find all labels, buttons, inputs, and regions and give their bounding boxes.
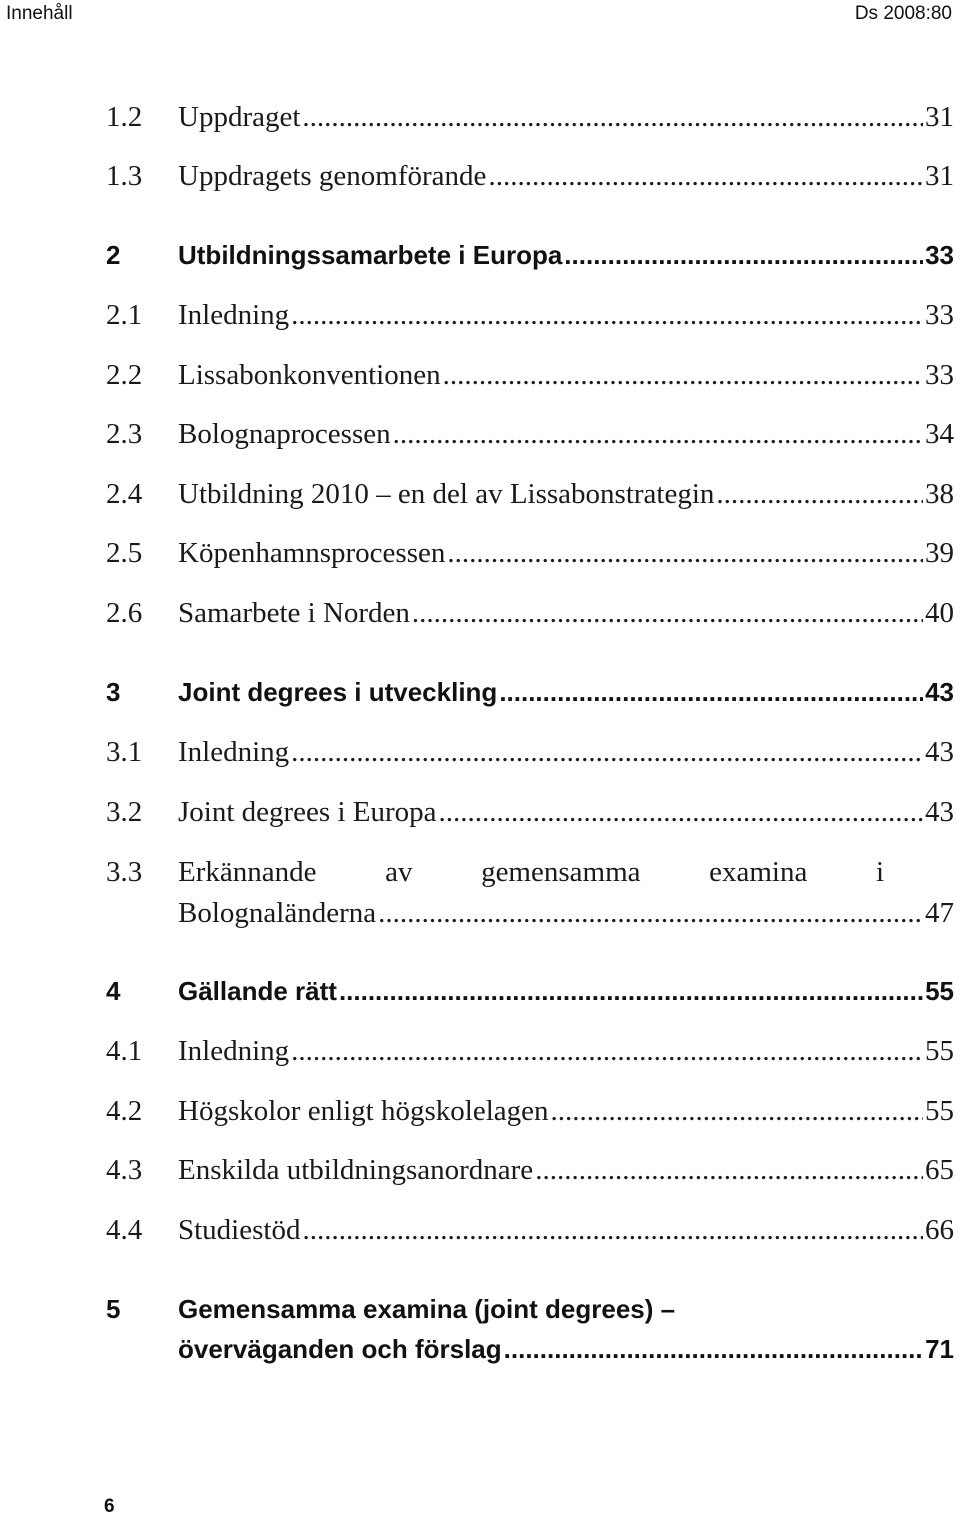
toc-entry-title: Enskilda utbildningsanordnare [178, 1154, 534, 1186]
toc-entry-2-3[interactable] [106, 416, 954, 452]
toc-entry-title: Uppdraget [178, 101, 301, 133]
toc-entry-word: Erkännande [178, 856, 317, 888]
toc-entry-number: 3.3 [106, 856, 143, 888]
toc-entry-2-2[interactable] [106, 357, 954, 393]
toc-leader-dots [439, 794, 923, 830]
toc-entry-page: 39 [925, 537, 954, 569]
toc-entry-3-1[interactable] [106, 734, 954, 770]
toc-leader-dots [488, 158, 923, 194]
toc-leader-dots [551, 1093, 923, 1129]
toc-entry-word: i [875, 856, 884, 888]
toc-entry-number: 2.1 [106, 299, 143, 331]
toc-entry-title: Studiestöd [178, 1214, 301, 1246]
toc-entry-1-3[interactable] [106, 158, 954, 194]
toc-entry-number: 4.2 [106, 1095, 143, 1127]
toc-entry-word: gemensamma [481, 856, 641, 888]
toc-entry-4-4[interactable] [106, 1212, 954, 1248]
toc-leader-dots [564, 237, 923, 273]
toc-chapter-title: överväganden och förslag [178, 1334, 502, 1364]
toc-entry-title: Högskolor enligt högskolelagen [178, 1095, 549, 1127]
toc-entry-4-1[interactable] [106, 1033, 954, 1069]
toc-entry-2-1[interactable] [106, 297, 954, 333]
toc-entry-number: 2.6 [106, 597, 143, 629]
toc-entry-number: 1.3 [106, 160, 143, 192]
toc-leader-dots [291, 734, 923, 770]
toc-entry-page: 66 [925, 1214, 954, 1246]
toc-leader-dots [499, 674, 923, 710]
toc-chapter-3[interactable] [106, 674, 954, 710]
toc-entry-title: Utbildning 2010 – en del av Lissabonstrategin [178, 478, 715, 510]
toc-chapter-page: 71 [925, 1334, 954, 1364]
toc-chapter-4[interactable] [106, 973, 954, 1009]
toc-chapter-number: 3 [106, 677, 121, 707]
running-head [0, 0, 960, 30]
toc-leader-dots [291, 297, 923, 333]
toc-chapter-title: Joint degrees i utveckling [178, 677, 498, 707]
toc-entry-number: 3.2 [106, 796, 143, 828]
toc-entry-title: Samarbete i Norden [178, 597, 410, 629]
toc-entry-number: 4.4 [106, 1214, 143, 1246]
toc-entry-page: 33 [925, 359, 954, 391]
toc-entry-page: 34 [925, 418, 954, 450]
toc-entry-title: Inledning [178, 1035, 290, 1067]
toc-entry-number: 2.5 [106, 537, 143, 569]
toc-entry-title: Inledning [178, 736, 290, 768]
toc-leader-dots [504, 1331, 923, 1367]
toc-entry-2-4[interactable] [106, 476, 954, 512]
toc-entry-page: 33 [925, 299, 954, 331]
toc-entry-page: 47 [925, 897, 954, 929]
toc-entry-title: Bolognaprocessen [178, 418, 391, 450]
toc-entry-title: Uppdragets genomförande [178, 160, 487, 192]
toc-entry-4-3[interactable] [106, 1152, 954, 1188]
toc-entry-word: examina [709, 856, 808, 888]
toc-entry-title: Inledning [178, 299, 290, 331]
toc-chapter-number: 2 [106, 240, 121, 270]
toc-leader-dots [716, 476, 923, 512]
toc-chapter-title: Utbildningssamarbete i Europa [178, 240, 563, 270]
toc-entry-number: 4.1 [106, 1035, 143, 1067]
toc-entry-4-2[interactable] [106, 1093, 954, 1129]
toc-leader-dots [412, 595, 923, 631]
toc-entry-title: Joint degrees i Europa [178, 796, 437, 828]
toc-chapter-title: Gällande rätt [178, 976, 337, 1006]
toc-entry-2-6[interactable] [106, 595, 954, 631]
toc-entry-title: Bolognaländerna [178, 897, 377, 929]
toc-entry-title-line-1 [178, 854, 884, 890]
toc-entry-3-2[interactable] [106, 794, 954, 830]
toc-leader-dots [302, 1212, 923, 1248]
toc-chapter-page: 55 [925, 976, 954, 1006]
toc-entry-page: 31 [925, 101, 954, 133]
toc-leader-dots [302, 99, 923, 135]
toc-entry-page: 43 [925, 736, 954, 768]
running-head-section: Innehåll [6, 3, 73, 24]
toc-chapter-page: 33 [925, 240, 954, 270]
toc-chapter-page: 43 [925, 677, 954, 707]
toc-entry-page: 40 [925, 597, 954, 629]
toc-leader-dots [378, 895, 923, 931]
toc-entry-page: 31 [925, 160, 954, 192]
toc-entry-page: 43 [925, 796, 954, 828]
toc-chapter-title-line-1: Gemensamma examina (joint degrees) – [178, 1294, 676, 1324]
toc-entry-number: 2.2 [106, 359, 143, 391]
toc-entry-1-2[interactable] [106, 99, 954, 135]
toc-leader-dots [339, 973, 923, 1009]
toc-leader-dots [291, 1033, 923, 1069]
toc-entry-number: 1.2 [106, 101, 143, 133]
toc-entry-number: 2.4 [106, 478, 143, 510]
toc-entry-page: 55 [925, 1035, 954, 1067]
toc-entry-title: Lissabonkonventionen [178, 359, 441, 391]
toc-leader-dots [393, 416, 923, 452]
toc-chapter-2[interactable] [106, 237, 954, 273]
toc-chapter-number: 4 [106, 976, 121, 1006]
toc-entry-title: Köpenhamnsprocessen [178, 537, 446, 569]
toc-entry-2-5[interactable] [106, 535, 954, 571]
running-head-document-id: Ds 2008:80 [854, 3, 952, 24]
toc-entry-page: 38 [925, 478, 954, 510]
toc-entry-number: 4.3 [106, 1154, 143, 1186]
toc-entry-page: 55 [925, 1095, 954, 1127]
toc-entry-page: 65 [925, 1154, 954, 1186]
toc-entry-number: 3.1 [106, 736, 143, 768]
toc-entry-number: 2.3 [106, 418, 143, 450]
toc-entry-word: av [385, 856, 413, 888]
toc-leader-dots [535, 1152, 923, 1188]
page-number: 6 [104, 1496, 115, 1517]
toc-leader-dots [447, 535, 923, 571]
toc-leader-dots [443, 357, 923, 393]
toc-chapter-number: 5 [106, 1294, 121, 1324]
